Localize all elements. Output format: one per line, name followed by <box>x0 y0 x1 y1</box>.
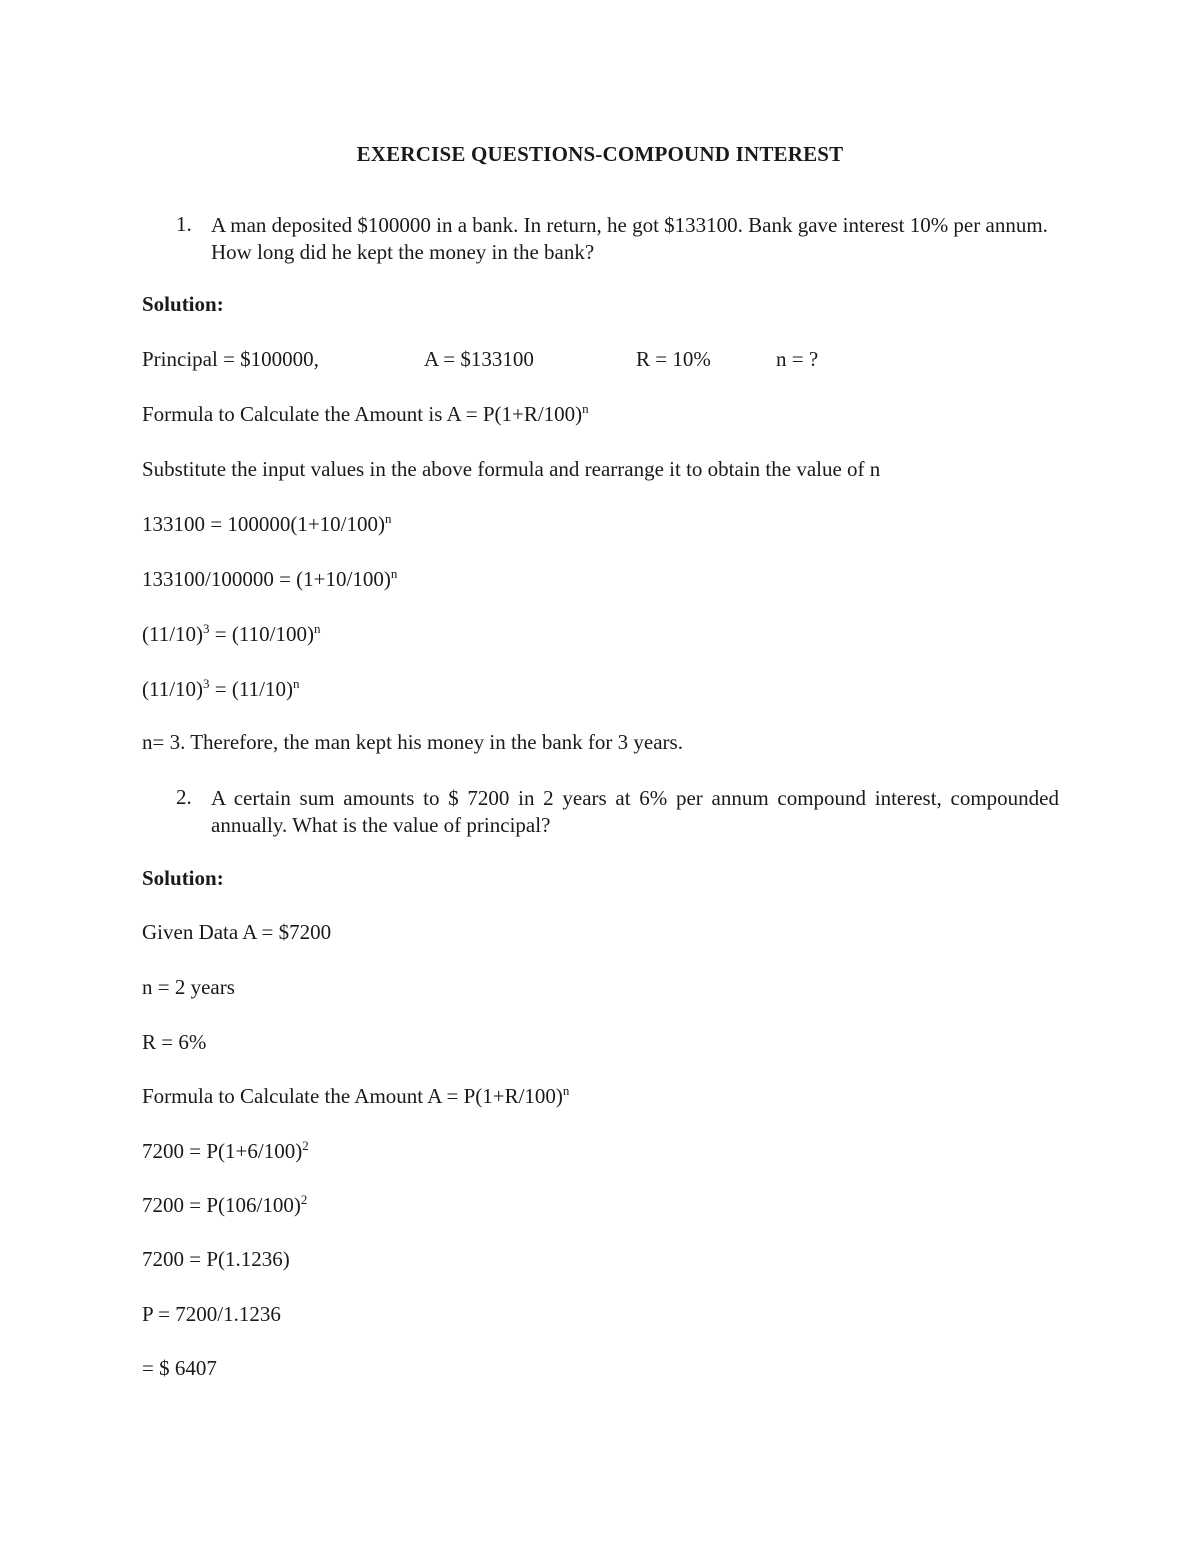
q1-step-3-left-exponent: 3 <box>203 621 210 636</box>
question-2-text: A certain sum amounts to $ 7200 in 2 years at 6% per annum compound interest, compounded annually. What is the value of principal? <box>211 786 1059 837</box>
formula-line-1 <box>142 402 589 427</box>
q1-step-4-left-exponent: 3 <box>203 676 210 691</box>
q1-step-2-text: 133100/100000 = (1+10/100) <box>142 567 391 591</box>
q2-step-2-text: 7200 = P(106/100) <box>142 1193 301 1217</box>
q2-step-1-exponent: 2 <box>302 1138 309 1153</box>
q1-step-2 <box>142 567 397 592</box>
given-principal: Principal = $100000, <box>142 347 319 371</box>
q1-step-4 <box>142 677 299 702</box>
given-amount: A = $133100 <box>424 347 534 371</box>
formula-exponent: n <box>582 401 589 416</box>
page-title: EXERCISE QUESTIONS-COMPOUND INTEREST <box>356 142 844 166</box>
q1-step-3 <box>142 622 320 647</box>
q2-step-2 <box>142 1193 307 1218</box>
question-1-text: A man deposited $100000 in a bank. In return, he got $133100. Bank gave interest 10% per annum. How long did he kept the money in the bank? <box>211 213 1048 264</box>
q1-conclusion: n= 3. Therefore, the man kept his money in the bank for 3 years. <box>142 730 683 754</box>
substitute-instruction: Substitute the input values in the above formula and rearrange it to obtain the value of n <box>142 457 881 481</box>
given-data-r: R = 6% <box>142 1030 207 1054</box>
q1-step-4-left: (11/10) <box>142 677 204 701</box>
given-rate: R = 10% <box>636 347 711 371</box>
q2-step-1 <box>142 1139 309 1164</box>
formula-2-text: Formula to Calculate the Amount A = P(1+R/100) <box>142 1084 563 1108</box>
q2-step-1-text: 7200 = P(1+6/100) <box>142 1139 303 1163</box>
formula-text: Formula to Calculate the Amount is A = P(1+R/100) <box>142 402 583 426</box>
formula-2-exponent: n <box>562 1083 570 1098</box>
q2-step-3: 7200 = P(1.1236) <box>142 1247 290 1271</box>
q1-step-3-right: = (110/100) <box>209 622 314 646</box>
q2-step-4: P = 7200/1.1236 <box>142 1302 281 1326</box>
q2-step-2-exponent: 2 <box>300 1192 308 1207</box>
q1-step-4-right-exponent: n <box>292 676 300 691</box>
given-data-a: Given Data A = $7200 <box>142 920 332 944</box>
q2-final-answer: = $ 6407 <box>142 1356 217 1380</box>
q1-step-4-right: = (11/10) <box>209 677 293 701</box>
given-data-n: n = 2 years <box>142 975 235 999</box>
formula-line-2 <box>142 1084 569 1109</box>
q1-step-1-text: 133100 = 100000(1+10/100) <box>142 512 386 536</box>
q1-step-3-left: (11/10) <box>142 622 204 646</box>
solution-2-label: Solution: <box>142 866 224 890</box>
question-2-number: 2. <box>176 785 192 809</box>
q1-step-1 <box>142 512 392 537</box>
question-1-number: 1. <box>176 212 192 236</box>
given-n: n = ? <box>776 347 819 371</box>
solution-1-label: Solution: <box>142 292 224 316</box>
q1-step-2-exponent: n <box>390 566 398 581</box>
q1-step-3-right-exponent: n <box>313 621 321 636</box>
q1-step-1-exponent: n <box>385 511 392 526</box>
